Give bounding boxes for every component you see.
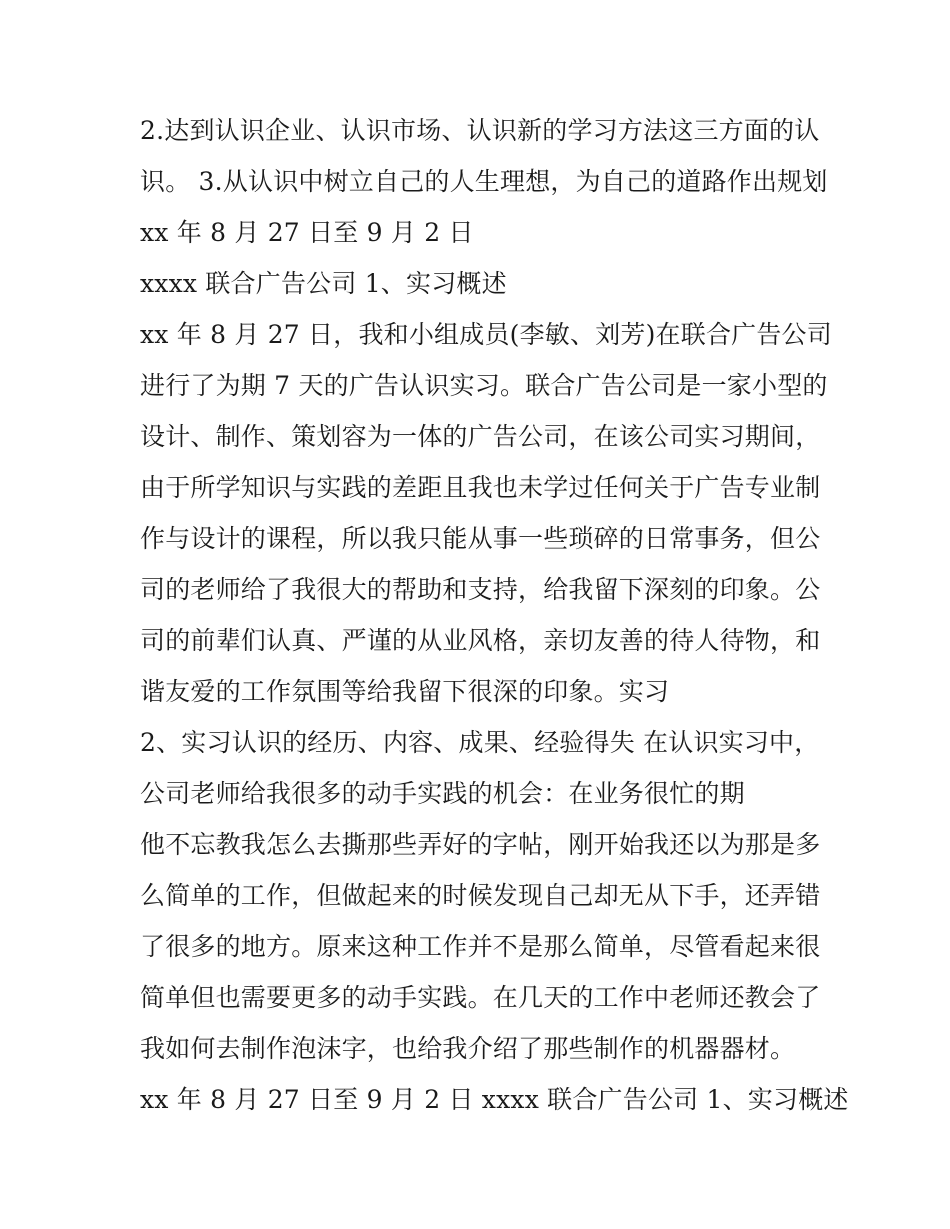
document-body: [140, 105, 849, 1125]
text-line: 作与设计的课程，所以我只能从事一些琐碎的日常事务，但公: [140, 524, 821, 553]
text-line: 2.达到认识企业、认识市场、认识新的学习方法这三方面的认: [140, 116, 820, 145]
text-line: xx 年 8 月 27 日，我和小组成员(李敏、刘芳)在联合广告公司: [140, 320, 832, 349]
text-line: 进行了为期 7 天的广告认识实习。联合广告公司是一家小型的: [140, 371, 828, 400]
text-line: 他不忘教我怎么去撕那些弄好的字帖，刚开始我还以为那是多: [140, 830, 821, 859]
text-line: 谐友爱的工作氛围等给我留下很深的印象。实习: [140, 677, 670, 706]
text-line: 2、实习认识的经历、内容、成果、经验得失 在认识实习中，: [140, 728, 820, 757]
text-line: 识。 3.从认识中树立自己的人生理想，为自己的道路作出规划: [140, 167, 828, 196]
text-line: 公司老师给我很多的动手实践的机会：在业务很忙的期: [140, 779, 745, 808]
text-line: 简单但也需要更多的动手实践。在几天的工作中老师还教会了: [140, 983, 821, 1012]
text-line: 由于所学知识与实践的差距且我也未学过任何关于广告专业制: [140, 473, 821, 502]
text-line: xx 年 8 月 27 日至 9 月 2 日 xxxx 联合广告公司 1、实习概述: [140, 1085, 849, 1114]
text-line: xx 年 8 月 27 日至 9 月 2 日: [140, 218, 474, 247]
text-line: 司的前辈们认真、严谨的从业风格，亲切友善的待人待物，和: [140, 626, 821, 655]
text-line: xxxx 联合广告公司 1、实习概述: [140, 269, 507, 298]
text-line: 设计、制作、策划容为一体的广告公司，在该公司实习期间，: [140, 422, 821, 451]
text-line: 我如何去制作泡沫字，也给我介绍了那些制作的机器器材。: [140, 1034, 796, 1063]
text-line: 么简单的工作，但做起来的时候发现自己却无从下手，还弄错: [140, 881, 821, 910]
text-line: 了很多的地方。原来这种工作并不是那么简单，尽管看起来很: [140, 932, 821, 961]
text-line: 司的老师给了我很大的帮助和支持，给我留下深刻的印象。公: [140, 575, 821, 604]
